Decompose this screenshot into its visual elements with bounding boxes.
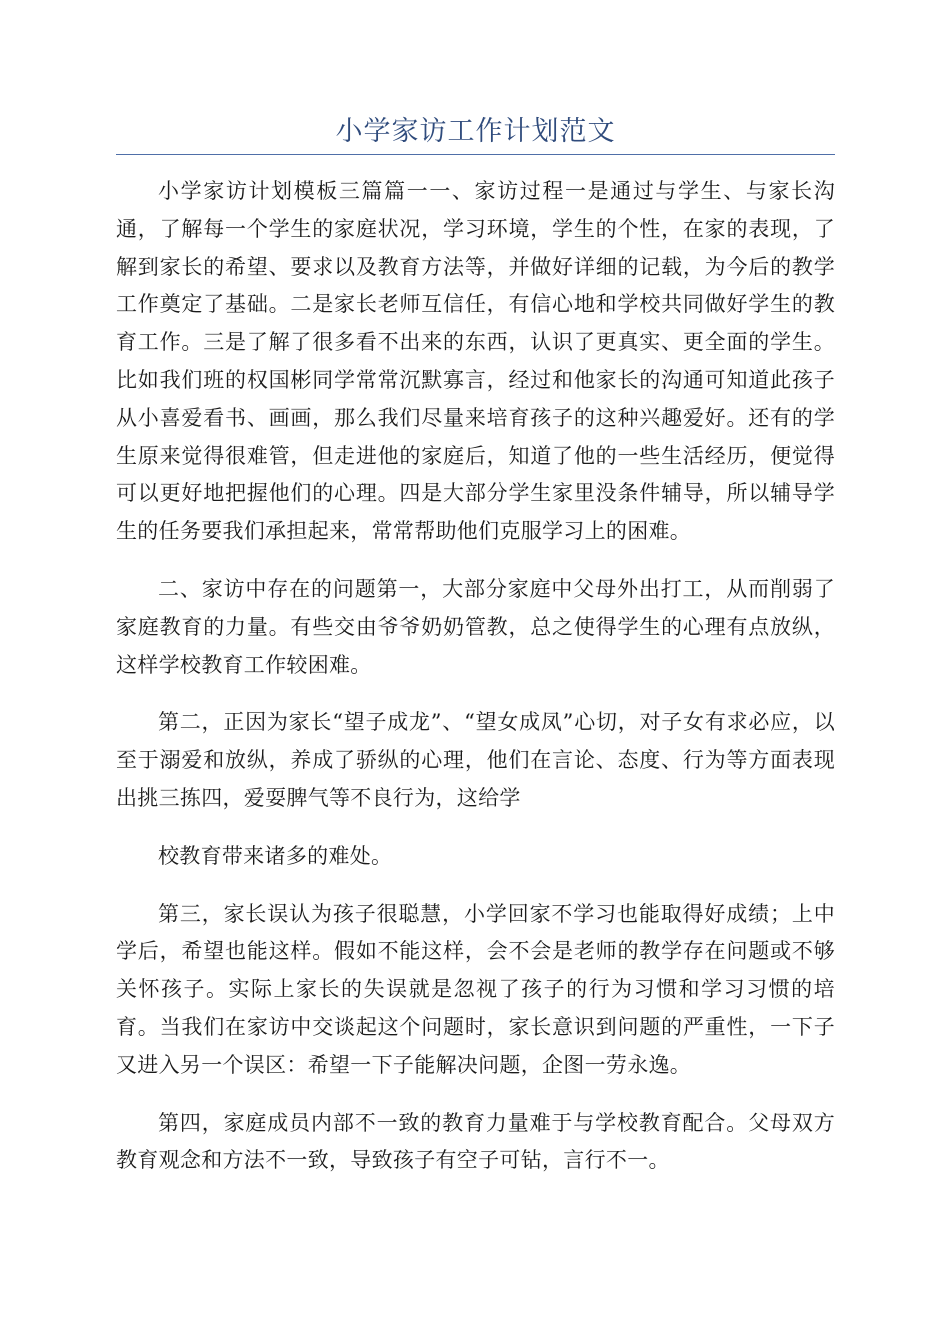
paragraph-6: 第四，家庭成员内部不一致的教育力量难于与学校教育配合。父母双方教育观念和方法不一致，导致孩子有空子可钻，言行不一。 xyxy=(116,1110,835,1173)
paragraph-1: 小学家访计划模板三篇篇一一、家访过程一是通过与学生、与家长沟通，了解每一个学生的家庭状况，学习环境，学生的个性，在家的表现，了解到家长的希望、要求以及教育方法等，并做好详细的记载，为今后的教学工作奠定了基础。二是家长老师互信任，有信心地和学校共同做好学生的教育工作。三是了解了很多看不出来的东西，认识了更真实、更全面的学生。比如我们班的权国彬同学常常沉默寡言，经过和他家长的沟通可知道此孩子从小喜爱看书、画画，那么我们尽量来培育孩子的这种兴趣爱好。还有的学生原来觉得很难管，但走进他的家庭后，知道了他的一些生活经历，便觉得可以更好地把握他们的心理。四是大部分学生家里没条件辅导，所以辅导学生的任务要我们承担起来，常常帮助他们克服学习上的困难。 xyxy=(116,179,835,544)
paragraph-3: 第二，正因为家长“望子成龙”、“望女成凤”心切，对子女有求必应，以至于溺爱和放纵，养成了骄纵的心理，他们在言论、态度、行为等方面表现出挑三拣四，爱耍脾气等不良行为，这给学 xyxy=(116,710,835,810)
title-underline xyxy=(116,154,835,155)
paragraph-2: 二、家访中存在的问题第一，大部分家庭中父母外出打工，从而削弱了家庭教育的力量。有些交由爷爷奶奶管教，总之使得学生的心理有点放纵，这样学校教育工作较困难。 xyxy=(116,576,835,677)
document-body xyxy=(116,173,835,1200)
document-title: 小学家访工作计划范文 xyxy=(335,116,616,147)
paragraph-4: 校教育带来诸多的难处。 xyxy=(158,843,393,868)
paragraph-5: 第三，家长误认为孩子很聪慧，小学回家不学习也能取得好成绩；上中学后，希望也能这样。假如不能这样，会不会是老师的教学存在问题或不够关怀孩子。实际上家长的失误就是忽视了孩子的行为习惯和学习习惯的培育。当我们在家访中交谈起这个问题时，家长意识到问题的严重性，一下子又进入另一个误区：希望一下子能解决问题，企图一劳永逸。 xyxy=(116,901,835,1077)
